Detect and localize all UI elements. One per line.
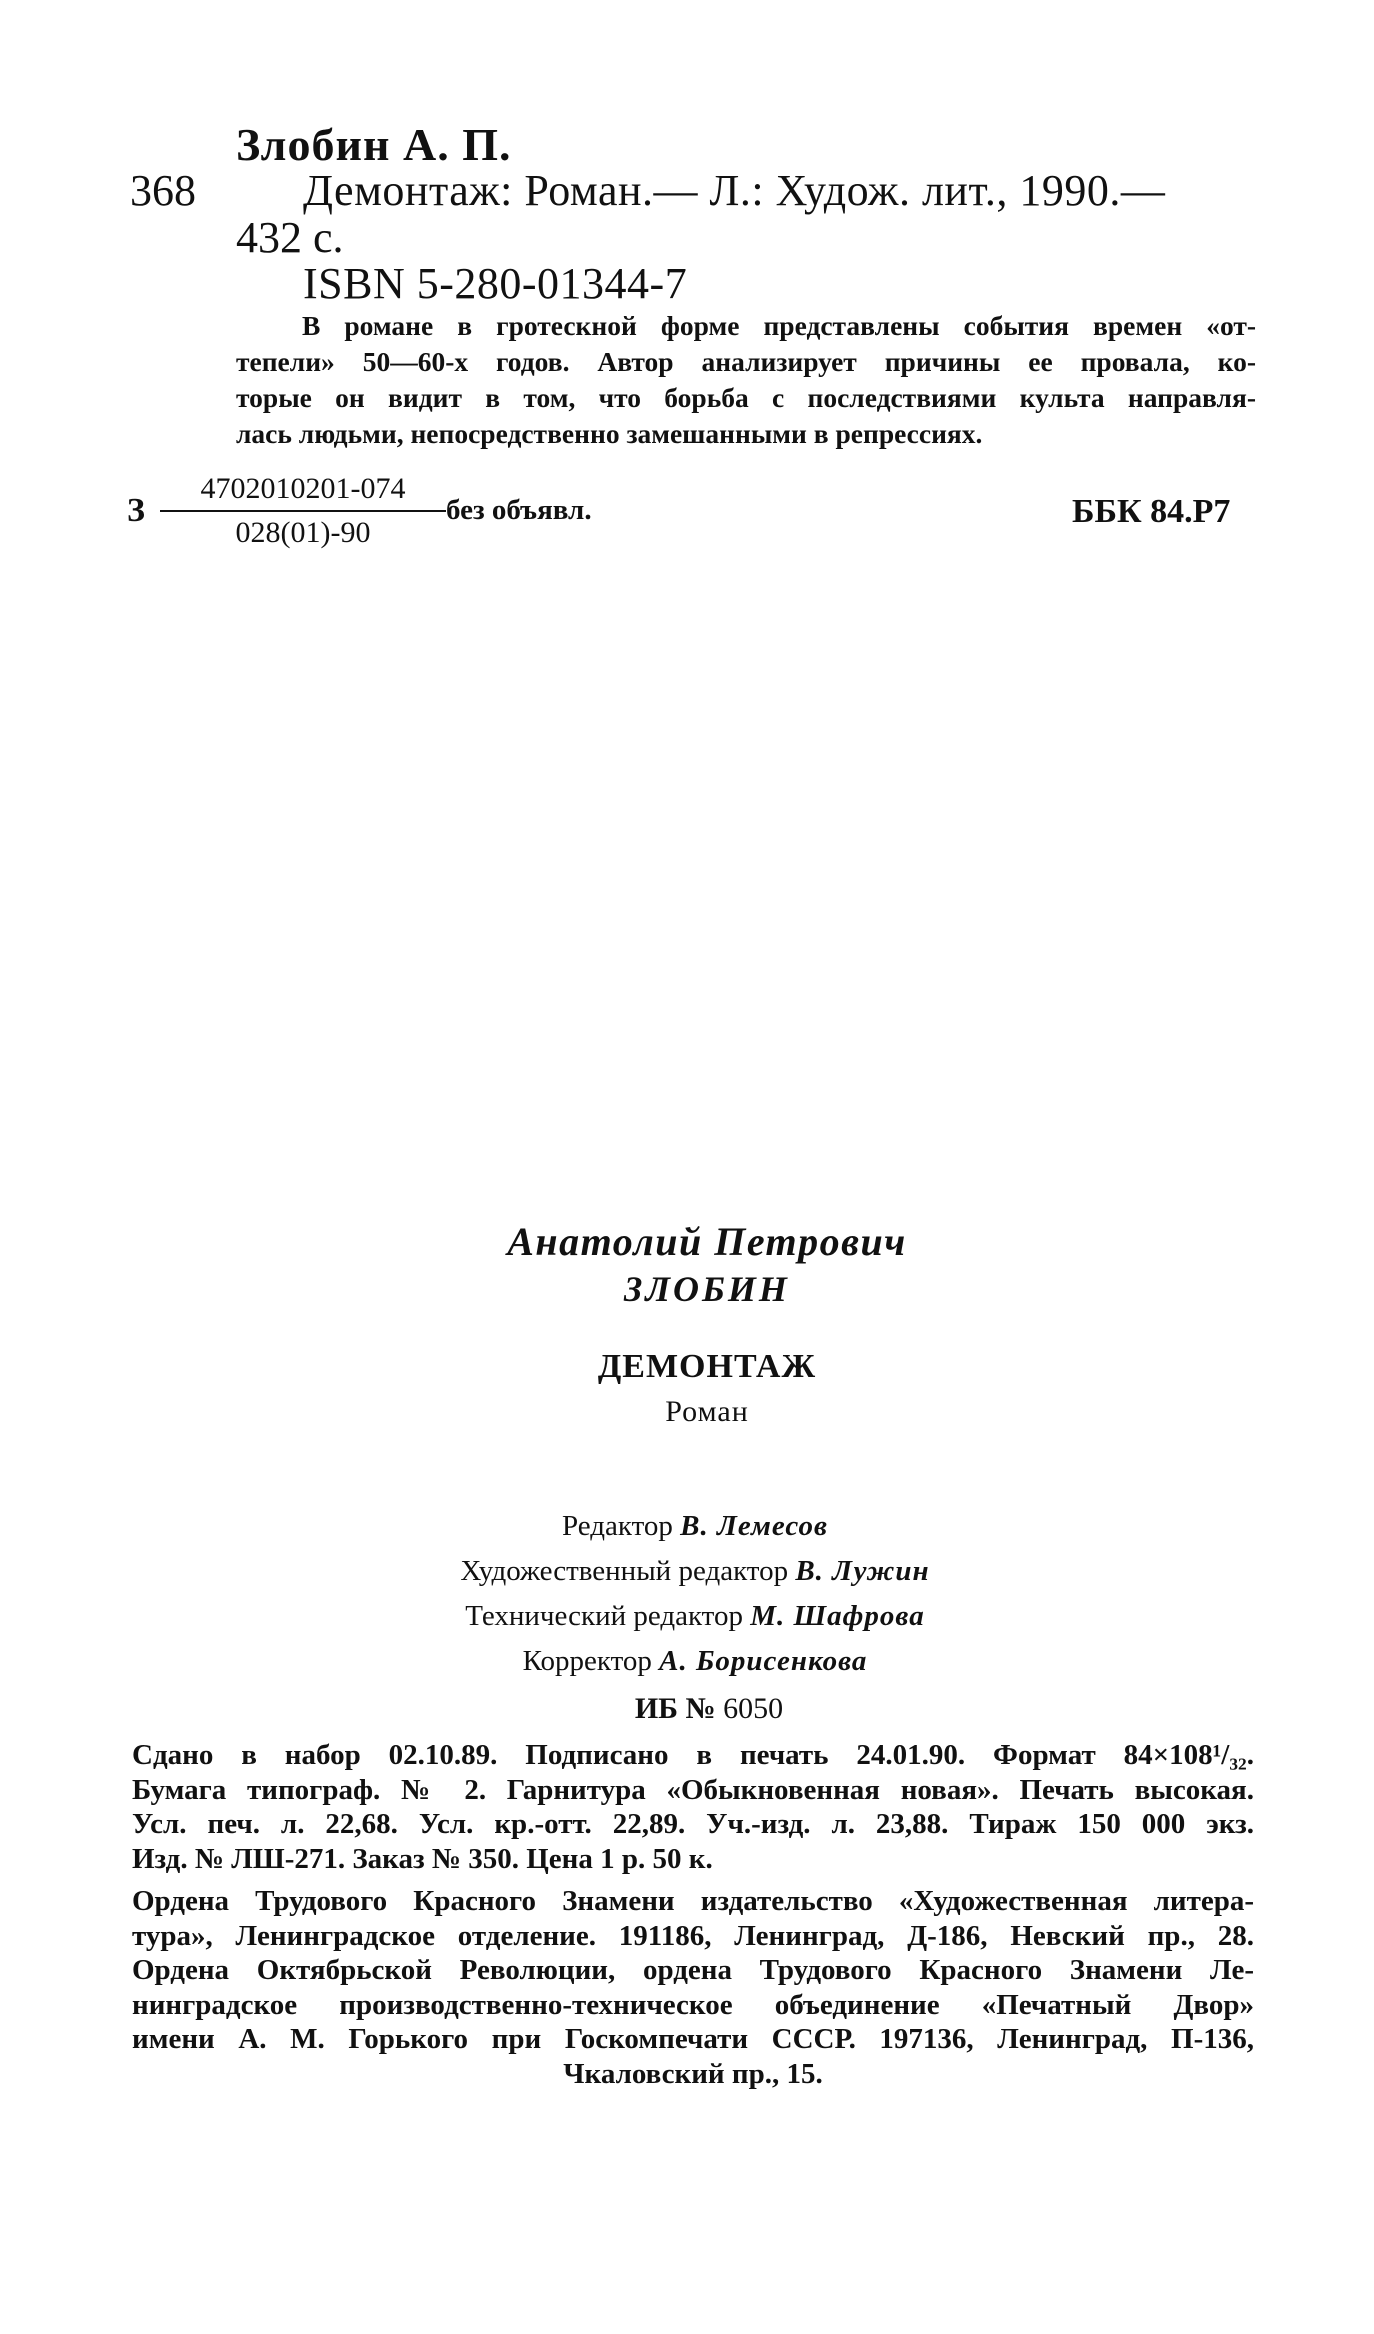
credit-name: В. Лужин [795, 1555, 930, 1587]
bibliographic-line-title: Демонтаж: Роман.— Л.: Худож. лит., 1990.— [303, 166, 1166, 215]
credit-editor [8, 1510, 1374, 1543]
index-denominator: 028(01)-90 [235, 516, 371, 549]
annotation [236, 308, 1256, 452]
index-fraction [160, 470, 446, 552]
credit-role: Корректор [522, 1645, 652, 1677]
isbn: ISBN 5-280-01344-7 [303, 259, 688, 308]
annotation-line: лась людьми, непосредственно замешанными в репрессиях. [236, 418, 983, 449]
no-announcement-note: без объявл. [446, 494, 592, 526]
annotation-line: В романе в гротескной форме представлены события времен «от- [302, 310, 1256, 341]
print-details [132, 1738, 1254, 1876]
credit-role: Художественный редактор [460, 1555, 789, 1587]
publisher-line: нинградское производственно-техническое объединение «Печатный Двор» [132, 1988, 1254, 2021]
print-details-line: Усл. печ. л. 22,68. Усл. кр.-отт. 22,89. Уч.-изд. л. 23,88. Тираж 150 000 экз. [132, 1808, 1254, 1841]
index-letter: З [127, 492, 145, 529]
credit-name: А. Борисенкова [659, 1645, 868, 1677]
bbk-code: ББК 84.Р7 [1072, 493, 1231, 530]
credit-name: М. Шафрова [750, 1600, 925, 1632]
catalog-number: 368 [130, 166, 196, 215]
ib-number: 6050 [723, 1692, 784, 1725]
imprint-author-name: Анатолий Петрович [507, 1219, 907, 1264]
print-details-line: Изд. № ЛШ-271. Заказ № 350. Цена 1 р. 50 к. [132, 1842, 713, 1875]
imprint-genre: Роман [665, 1395, 749, 1428]
ib-number-line [22, 1692, 1374, 1726]
annotation-line: торые он видит в том, что борьба с последствиями культа направля- [236, 382, 1256, 413]
ib-label: ИБ № [634, 1692, 716, 1725]
credit-proofreader [8, 1645, 1374, 1678]
catalog-author-heading: Злобин А. П. [236, 119, 512, 170]
imprint-title: ДЕМОНТАЖ [597, 1348, 817, 1385]
credit-art-editor [8, 1555, 1374, 1588]
credit-name: В. Лемесов [680, 1510, 828, 1542]
credit-technical-editor [8, 1600, 1374, 1633]
publisher-line: Ордена Трудового Красного Знамени издательство «Художественная литера- [132, 1885, 1254, 1917]
publisher-line: тура», Ленинградское отделение. 191186, Ленинград, Д-186, Невский пр., 28. [132, 1919, 1254, 1952]
annotation-line: тепели» 50—60-х годов. Автор анализирует причины ее провала, ко- [236, 346, 1256, 377]
print-details-line: Бумага типограф. № 2. Гарнитура «Обыкновенная новая». Печать высокая. [132, 1773, 1254, 1806]
credit-role: Редактор [562, 1510, 673, 1542]
credit-role: Технический редактор [465, 1600, 743, 1632]
publisher-line: Чкаловский пр., 15. [563, 2057, 823, 2090]
publisher-info [132, 1884, 1254, 2092]
bibliographic-line-pages: 432 с. [236, 213, 344, 262]
publisher-line: Ордена Октябрьской Революции, ордена Трудового Красного Знамени Ле- [132, 1954, 1254, 1987]
print-details-line: Сдано в набор 02.10.89. Подписано в печать 24.01.90. Формат 84×108¹/₃₂. [132, 1739, 1254, 1771]
imprint-author-surname: ЗЛОБИН [624, 1269, 790, 1309]
index-numerator: 4702010201-074 [200, 472, 406, 505]
publisher-line: имени А. М. Горького при Госкомпечати СССР. 197136, Ленинград, П-136, [132, 2023, 1254, 2056]
fraction-bar [160, 510, 446, 512]
